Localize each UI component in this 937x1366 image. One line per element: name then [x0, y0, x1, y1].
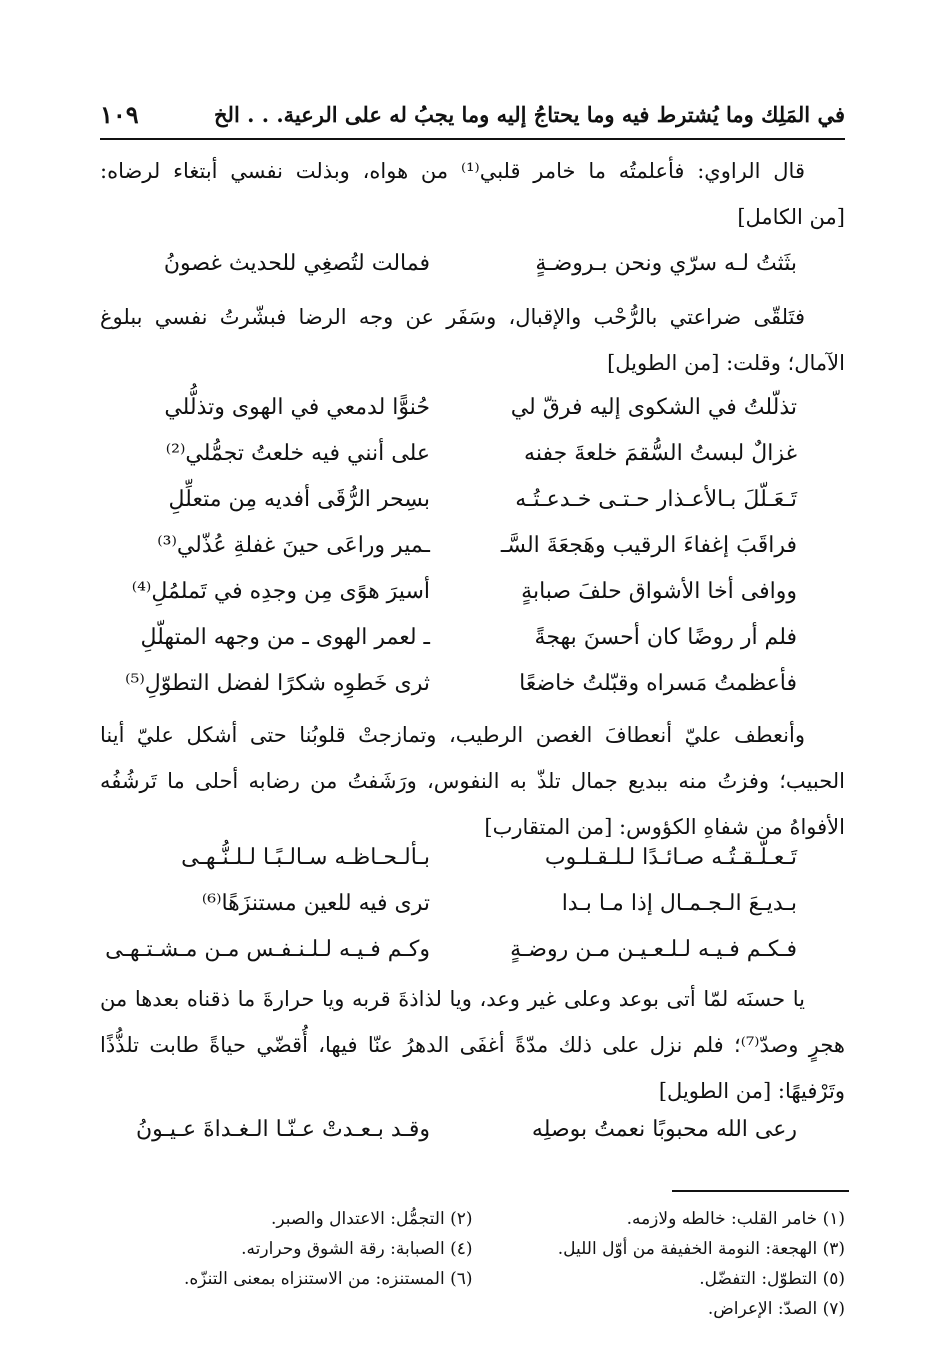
verse-line: [130, 476, 797, 522]
verse-line: [130, 614, 797, 660]
running-head-title: في المَلِك وما يُشترط فيه وما يحتاجُ إليه وما يجبُ له على الرعية. . . الخ: [213, 101, 845, 127]
verse-line: [125, 660, 797, 706]
verse-first-hemistich: بثَثتُ لـه سرّي ونحن بـروضـةٍ: [535, 250, 797, 276]
verse-first-hemistich: تَـعَـلّلَ بـالأعـذار حـتـى خـدعـتُـه: [515, 486, 797, 512]
verse-second-hemistich: ـ لعمر الهوى ـ من وجهه المتهلّلِ: [140, 624, 430, 650]
page-number: ١٠٩: [100, 99, 139, 129]
verse-second-hemistich: ترى فيه للعين مستنزَهًا⁽⁶⁾: [201, 890, 430, 916]
paragraph-2: [100, 294, 845, 386]
verse-first-hemistich: تذلّلتُ في الشكوى إليه فرقّ لي: [510, 394, 797, 420]
meter-label: [من الطويل]: [658, 1079, 772, 1103]
verse-second-hemistich: ثرى خَطوِه شكرًا لفضل التطوّلِ⁽⁵⁾: [125, 670, 430, 696]
footnote: [100, 1269, 473, 1289]
verse-first-hemistich: ووافى أخا الأشواق حلفَ صبابةٍ: [521, 578, 797, 604]
verse-first-hemistich: تَـعـلّـقـتُـه صـائـدًا لـلـقـلـوب: [544, 844, 797, 870]
footnote: [100, 1209, 473, 1229]
verse-line: [130, 568, 797, 614]
footnote-rule: [672, 1190, 849, 1192]
verse-line: [130, 1106, 797, 1152]
footnote-text: التجمُّل: الاعتدال والصبر.: [270, 1209, 445, 1229]
paragraph-text: يا حسنَه لمّا أتى بوعد وعلى غير وعد، ويا لذاذةَ قربه ويا حرارةَ ما ذقناه بعدها من هجرٍ وصدّ⁽⁷⁾؛ فلم نزل على ذلك مدّةً أغفَى الدهرُ عنّا فيها، أُقضّي حياةً طابت تلذُّذًا وتَرْفيهًا:: [100, 987, 845, 1103]
footnote-text: الصبابة: رقة الشوق وحرارته.: [241, 1239, 445, 1259]
header-rule: [100, 138, 845, 140]
paragraph-text: قال الراوي: فأعلمتُه ما خامر قلبي⁽¹⁾ من هواه، وبذلت نفسي أبتغاء لرضاه:: [100, 159, 805, 183]
verse-first-hemistich: بـديـعَ الـجـمـال إذا مـا بـدا: [561, 890, 797, 916]
footnote: [100, 1239, 473, 1259]
footnote-number: (٢): [450, 1209, 473, 1229]
verse-first-hemistich: غزالٌ لبستُ السُّقمَ خلعةَ جفنه: [524, 440, 797, 466]
verse-second-hemistich: وكـم فـيـه لـلـنـفـس مـن مـشـتـهـى: [105, 936, 430, 962]
verse-line: [130, 522, 797, 568]
verse-second-hemistich: وقـد بـعـدتْ عـنّـا الـغـداةَ عـيـونُ: [135, 1116, 430, 1142]
verse-second-hemistich: بـألـحـاظـه سـالـبًـا لـلـنُّـهـى: [181, 844, 430, 870]
footnotes: [100, 1204, 845, 1324]
footnote: [473, 1209, 846, 1229]
verse-first-hemistich: فراقَبَ إغفاءَ الرقيب وهَجعَةَ السَّـ: [500, 532, 797, 558]
verse-second-hemistich: أسيرَ هوًى مِن وجدِه في تَملمُلِ⁽⁴⁾: [131, 578, 430, 604]
verse-line: [130, 430, 797, 476]
paragraph-3: [100, 712, 845, 850]
verse-line: [130, 240, 797, 286]
verse-second-hemistich: ـمير وراعَى حينَ غفلةِ عُذّلي⁽³⁾: [157, 532, 430, 558]
footnote-text: الصدّ: الإعراض.: [707, 1299, 818, 1319]
paragraph-1: [100, 148, 845, 240]
verse-first-hemistich: فلم أر روضًا كان أحسنَ بهجةً: [534, 624, 797, 650]
verse-first-hemistich: فأعظمتُ مَسراه وقبّلتُ خاضعًا: [519, 670, 797, 696]
footnote: [473, 1239, 846, 1259]
footnote-row: [100, 1294, 845, 1324]
footnote-text: الهجعة: النومة الخفيفة من أوّل الليل.: [557, 1239, 818, 1259]
footnote-number: (١): [822, 1209, 845, 1229]
footnote-number: (٥): [822, 1269, 845, 1289]
verse-second-hemistich: على أنني فيه خلعتُ تجمُّلي⁽²⁾: [165, 440, 430, 466]
footnote-text: خامر القلب: خالطه ولازمه.: [626, 1209, 818, 1229]
verse-first-hemistich: فـكـم فـيـه لـلـعـيـن مـن روضـةٍ: [510, 936, 797, 962]
footnote: [473, 1299, 846, 1319]
verse-second-hemistich: بسِحر الرُّقَى أفديه مِن متعلِّلِ: [168, 486, 430, 512]
paragraph-4: [100, 976, 845, 1114]
meter-label: [من الكامل]: [737, 205, 845, 229]
paragraph-text: وأنعطف عليّ أنعطافَ الغصن الرطيب، وتمازجتْ قلوبُنا حتى أشكل عليّ أينا الحبيب؛ وفزتُ منه ببديع جمال تلذّ به النفوس، ورَشَفتُ من رضابه أحلى ما تَرشُفُه الأفواهُ من شفاهِ الكؤوس:: [100, 723, 845, 839]
verse-line: [105, 926, 797, 972]
verse-second-hemistich: فمالت لتُصغِي للحديث غصونُ: [163, 250, 430, 276]
footnote-number: (٣): [822, 1239, 845, 1259]
footnote: [473, 1269, 846, 1289]
verse-first-hemistich: رعى الله محبوبًا نعمتُ بوصلِه: [531, 1116, 797, 1142]
verse-line: [130, 384, 797, 430]
footnote-row: [100, 1204, 845, 1234]
footnote-number: (٧): [822, 1299, 845, 1319]
footnote-number: (٤): [450, 1239, 473, 1259]
verse-line: [130, 834, 797, 880]
verse-second-hemistich: حُنوًّا لدمعي في الهوى وتذلُّلي: [164, 394, 430, 420]
paragraph-text: فتَلقّى ضراعتي بالرُّحْب والإقبال، وسَفَر عن وجه الرضا فبشّرتُ نفسي ببلوغ الآمال؛ وقلت:: [100, 305, 845, 375]
footnote-row: [100, 1264, 845, 1294]
running-head: [100, 94, 845, 134]
footnote-text: المستنزه: من الاستنزاه بمعنى التنزّه.: [183, 1269, 445, 1289]
meter-label: [من الطويل]: [607, 351, 720, 375]
footnote-number: (٦): [450, 1269, 473, 1289]
footnote-row: [100, 1234, 845, 1264]
verse-line: [130, 880, 797, 926]
meter-label: [من المتقارب]: [484, 815, 613, 839]
footnote-text: التطوّل: التفضّل.: [699, 1269, 818, 1289]
